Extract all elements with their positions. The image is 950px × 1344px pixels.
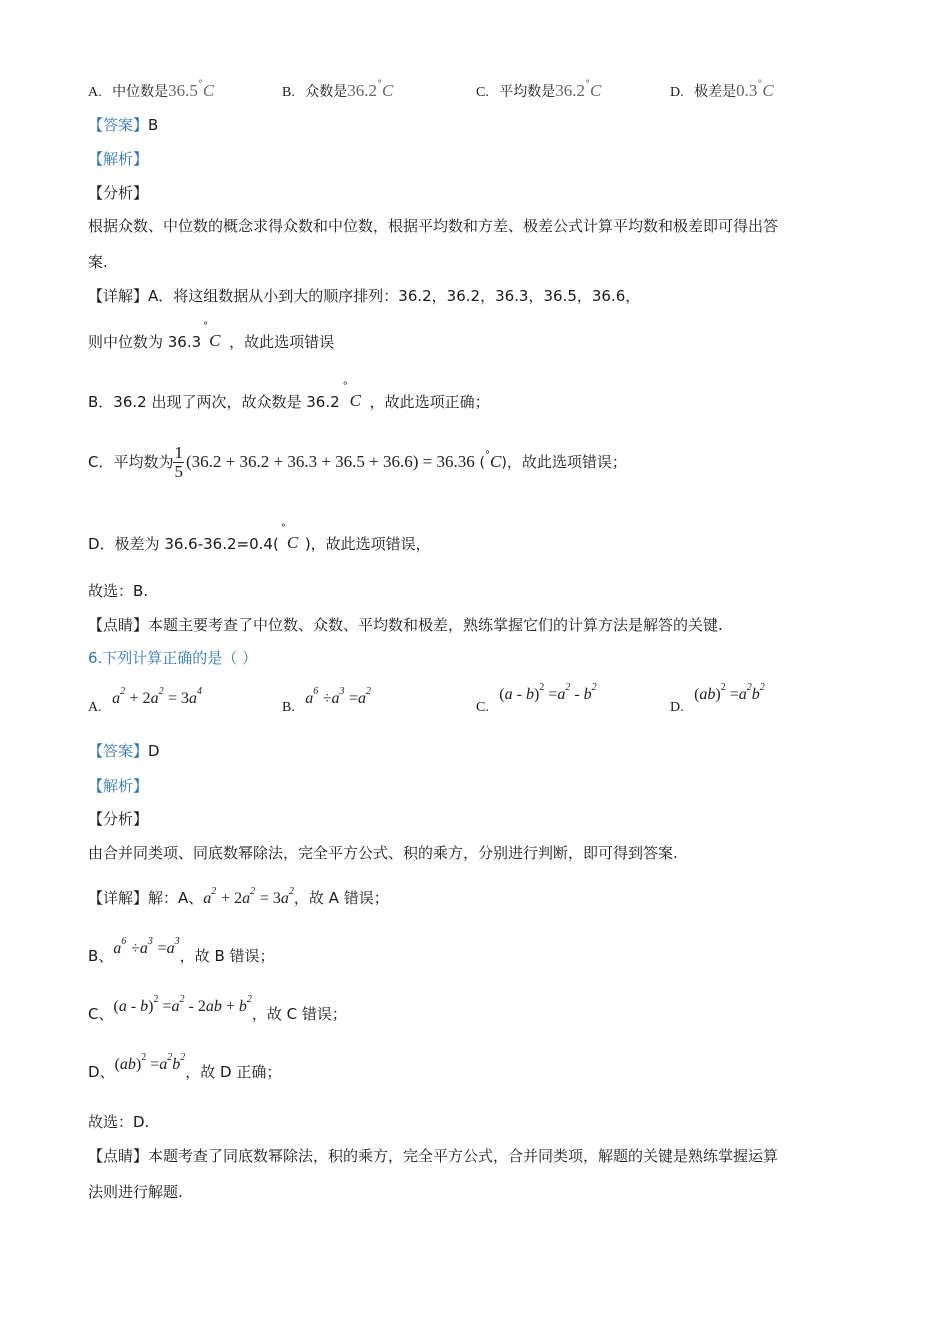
- q6-option-a: A. $a^2 + 2a^2 = 3a^4$: [88, 686, 203, 715]
- q5-line-c: C．平均数为 $\frac{1}{5}$ (36.2 + 36.2 + 36.3 + 36.5 + 36.6) = 36.36 (°C)，故此选项错误；: [88, 443, 627, 481]
- q5-fenxi-line: [88, 182, 148, 204]
- q6-option-b: B. $a^6 \div a^3 =a^2$: [282, 686, 372, 715]
- q5-option-c: C. 平均数是36.2°C: [476, 79, 602, 100]
- jiexi-tag: 【解析】: [88, 777, 149, 795]
- q6-title: 6.下列计算正确的是（ ）: [88, 649, 258, 667]
- q6-line-b: B、$a^6 \div a^3 =a^3$，故 B 错误；: [88, 936, 275, 965]
- q5-xiangjie-line: 【详解】A．将这组数据从小到大的顺序排列：36.2，36.2，36.3，36.5，36.6，: [88, 287, 641, 305]
- q6-fenxi-line: [88, 808, 148, 830]
- jiexi-tag: 【解析】: [88, 150, 149, 168]
- q6-line-c: C、$(a - b)^2 =a^2 - 2ab + b^2$，故 C 错误；: [88, 994, 347, 1023]
- xiangjie-tag: 【详解】: [88, 889, 149, 907]
- answer-tag: 【答案】: [88, 116, 149, 134]
- fraction-one-fifth: $\frac{1}{5}$: [174, 443, 183, 481]
- q6-guxuan: 故选：D.: [88, 1113, 150, 1131]
- q6-option-c: C. $(a - b)^2 =a^2 - b^2$: [476, 682, 597, 715]
- dianjing-tag: 【点睛】: [88, 1147, 149, 1165]
- q6-dianjing-line: 【点睛】本题考查了同底数幂除法，积的乘方，完全平方公式，合并同类项，解题的关键是熟练掌握运算: [88, 1147, 779, 1165]
- q5-jiexi-line: [88, 148, 148, 170]
- answer-value: D: [148, 742, 160, 760]
- fenxi-tag: 【分析】: [88, 810, 149, 828]
- q6-xiangjie-line: 【详解】解：A、$a^2 + 2a^2 = 3a^2$，故 A 错误；: [88, 886, 389, 907]
- q5-option-d: D. 极差是0.3°C: [670, 79, 774, 100]
- answer-value: B: [148, 116, 159, 134]
- q5-median-line: 则中位数为 36.3 ° C ，故此选项错误: [88, 321, 335, 351]
- q6-answer-line: [88, 740, 160, 762]
- q5-line-d: D．极差为 36.6-36.2=0.4( ° C )，故此选项错误，: [88, 523, 431, 553]
- q6-dianjing-text-2: 法则进行解题.: [88, 1183, 183, 1201]
- answer-tag: 【答案】: [88, 742, 149, 760]
- dianjing-tag: 【点睛】: [88, 616, 149, 634]
- q5-dianjing-line: 【点睛】本题主要考查了中位数、众数、平均数和极差，熟练掌握它们的计算方法是解答的关键.: [88, 616, 723, 634]
- mean-expression: (36.2 + 36.2 + 36.3 + 36.5 + 36.6) = 36.36: [185, 452, 475, 471]
- xiangjie-tag: 【详解】: [88, 287, 149, 305]
- q6-fenxi-text: 由合并同类项、同底数幂除法，完全平方公式、积的乘方，分别进行判断，即可得到答案.: [88, 844, 678, 862]
- q6-option-d: D. $(ab)^2 =a^2b^2$: [670, 682, 765, 715]
- q5-fenxi-text-1: 根据众数、中位数的概念求得众数和中位数，根据平均数和方差、极差公式计算平均数和极差即可得出答: [88, 217, 779, 235]
- q5-fenxi-text-2: 案.: [88, 253, 108, 271]
- q5-answer-line: [88, 114, 158, 136]
- q5-option-a: A. 中位数是36.5°C: [88, 79, 215, 100]
- q5-line-b: B．36.2 出现了两次，故众数是 36.2 ° C ，故此选项正确；: [88, 381, 490, 411]
- q6-line-d: D、$(ab)^2 =a^2b^2$，故 D 正确；: [88, 1052, 282, 1081]
- q5-option-b: B. 众数是36.2°C: [282, 79, 394, 100]
- q5-guxuan: 故选：B.: [88, 582, 149, 600]
- fenxi-tag: 【分析】: [88, 184, 149, 202]
- q6-jiexi-line: [88, 775, 148, 797]
